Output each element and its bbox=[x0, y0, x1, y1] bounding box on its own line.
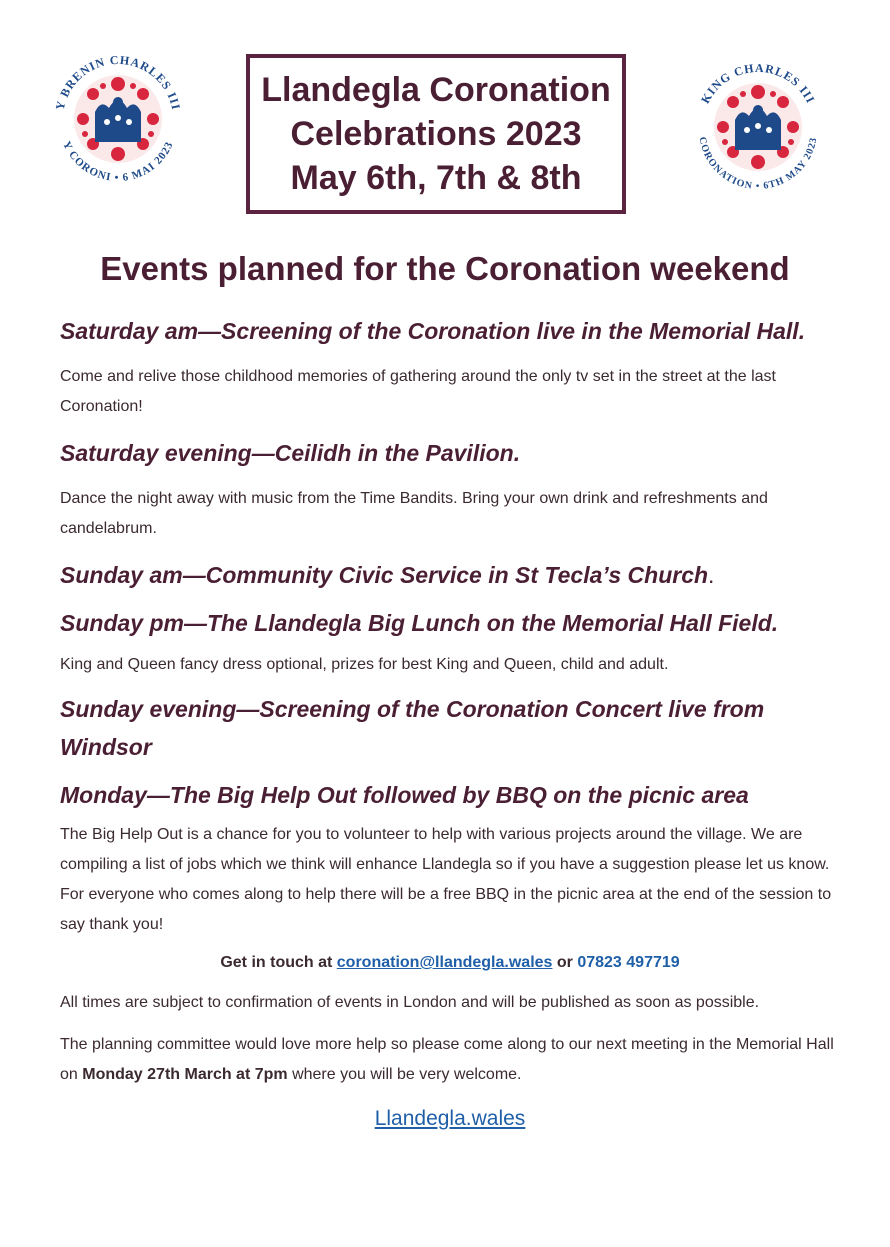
event-sunday-am-title bbox=[60, 556, 840, 594]
page-heading: Events planned for the Coronation weekend bbox=[100, 250, 790, 287]
contact-phone: 07823 497719 bbox=[577, 954, 680, 971]
event-monday-title: Monday—The Big Help Out followed by BBQ on the picnic area bbox=[60, 782, 749, 808]
event-sunday-evening-title: Sunday evening—Screening of the Coronation Concert live from Windsor bbox=[60, 696, 765, 760]
coronation-emblem-english bbox=[683, 52, 833, 202]
meeting-note bbox=[60, 1030, 840, 1090]
contact-line bbox=[60, 948, 840, 978]
event-saturday-am-desc: Come and relive those childhood memories of gathering around the only tv set in the street at the last Coronation! bbox=[60, 368, 776, 415]
event-saturday-am-title: Saturday am—Screening of the Coronation live in the Memorial Hall. bbox=[60, 318, 806, 344]
emblem-bottom-text: Y CORONI • 6 MAI 2023 bbox=[60, 139, 176, 185]
event-title-box bbox=[246, 54, 626, 214]
times-note: All times are subject to confirmation of events in London and will be published as soon as possible. bbox=[60, 994, 760, 1011]
emblem-bottom-text: CORONATION • 6TH MAY 2023 bbox=[696, 135, 820, 192]
meeting-note-post: where you will be very welcome. bbox=[287, 1066, 522, 1083]
event-saturday-evening-desc: Dance the night away with music from the Time Bandits. Bring your own drink and refreshments and candelabrum. bbox=[60, 490, 768, 537]
events-list bbox=[60, 312, 840, 1155]
website-link[interactable]: Llandegla.wales bbox=[374, 1107, 526, 1130]
contact-prefix: Get in touch at bbox=[220, 954, 337, 971]
title-line-3: May 6th, 7th & 8th bbox=[290, 159, 582, 197]
event-sunday-pm-desc: King and Queen fancy dress optional, prizes for best King and Queen, child and adult. bbox=[60, 656, 669, 673]
contact-email-link[interactable]: coronation@llandegla.wales bbox=[336, 954, 553, 971]
event-sunday-pm-title: Sunday pm—The Llandegla Big Lunch on the Memorial Hall Field. bbox=[60, 610, 779, 636]
title-line-2: Celebrations 2023 bbox=[290, 115, 582, 153]
coronation-emblem-welsh bbox=[43, 44, 193, 194]
emblem-ring-text: Y BRENIN CHARLES III bbox=[52, 52, 184, 112]
meeting-date: Monday 27th March at 7pm bbox=[82, 1066, 288, 1083]
event-sunday-am-title-text: Sunday am—Community Civic Service in St Tecla’s Church bbox=[60, 562, 709, 588]
event-saturday-evening-title: Saturday evening—Ceilidh in the Pavilion. bbox=[60, 440, 521, 466]
meeting-note-pre: The planning committee would love more help so please come along to our next meeting in the Memorial Hall on bbox=[60, 1036, 834, 1083]
event-sunday-am-period: . bbox=[708, 562, 715, 588]
event-monday-desc: The Big Help Out is a chance for you to volunteer to help with various projects around the village. We are compiling a list of jobs which we think will enhance Llandegla so if you have a suggestion please let us know. For everyone who comes along to help there will be a free BBQ in the picnic area at the end of the session to say thank you! bbox=[60, 826, 832, 933]
contact-middle: or bbox=[552, 954, 578, 971]
emblem-ring-text: KING CHARLES III bbox=[698, 60, 819, 106]
website-line bbox=[60, 1104, 840, 1134]
title-line-1: Llandegla Coronation bbox=[261, 71, 611, 109]
